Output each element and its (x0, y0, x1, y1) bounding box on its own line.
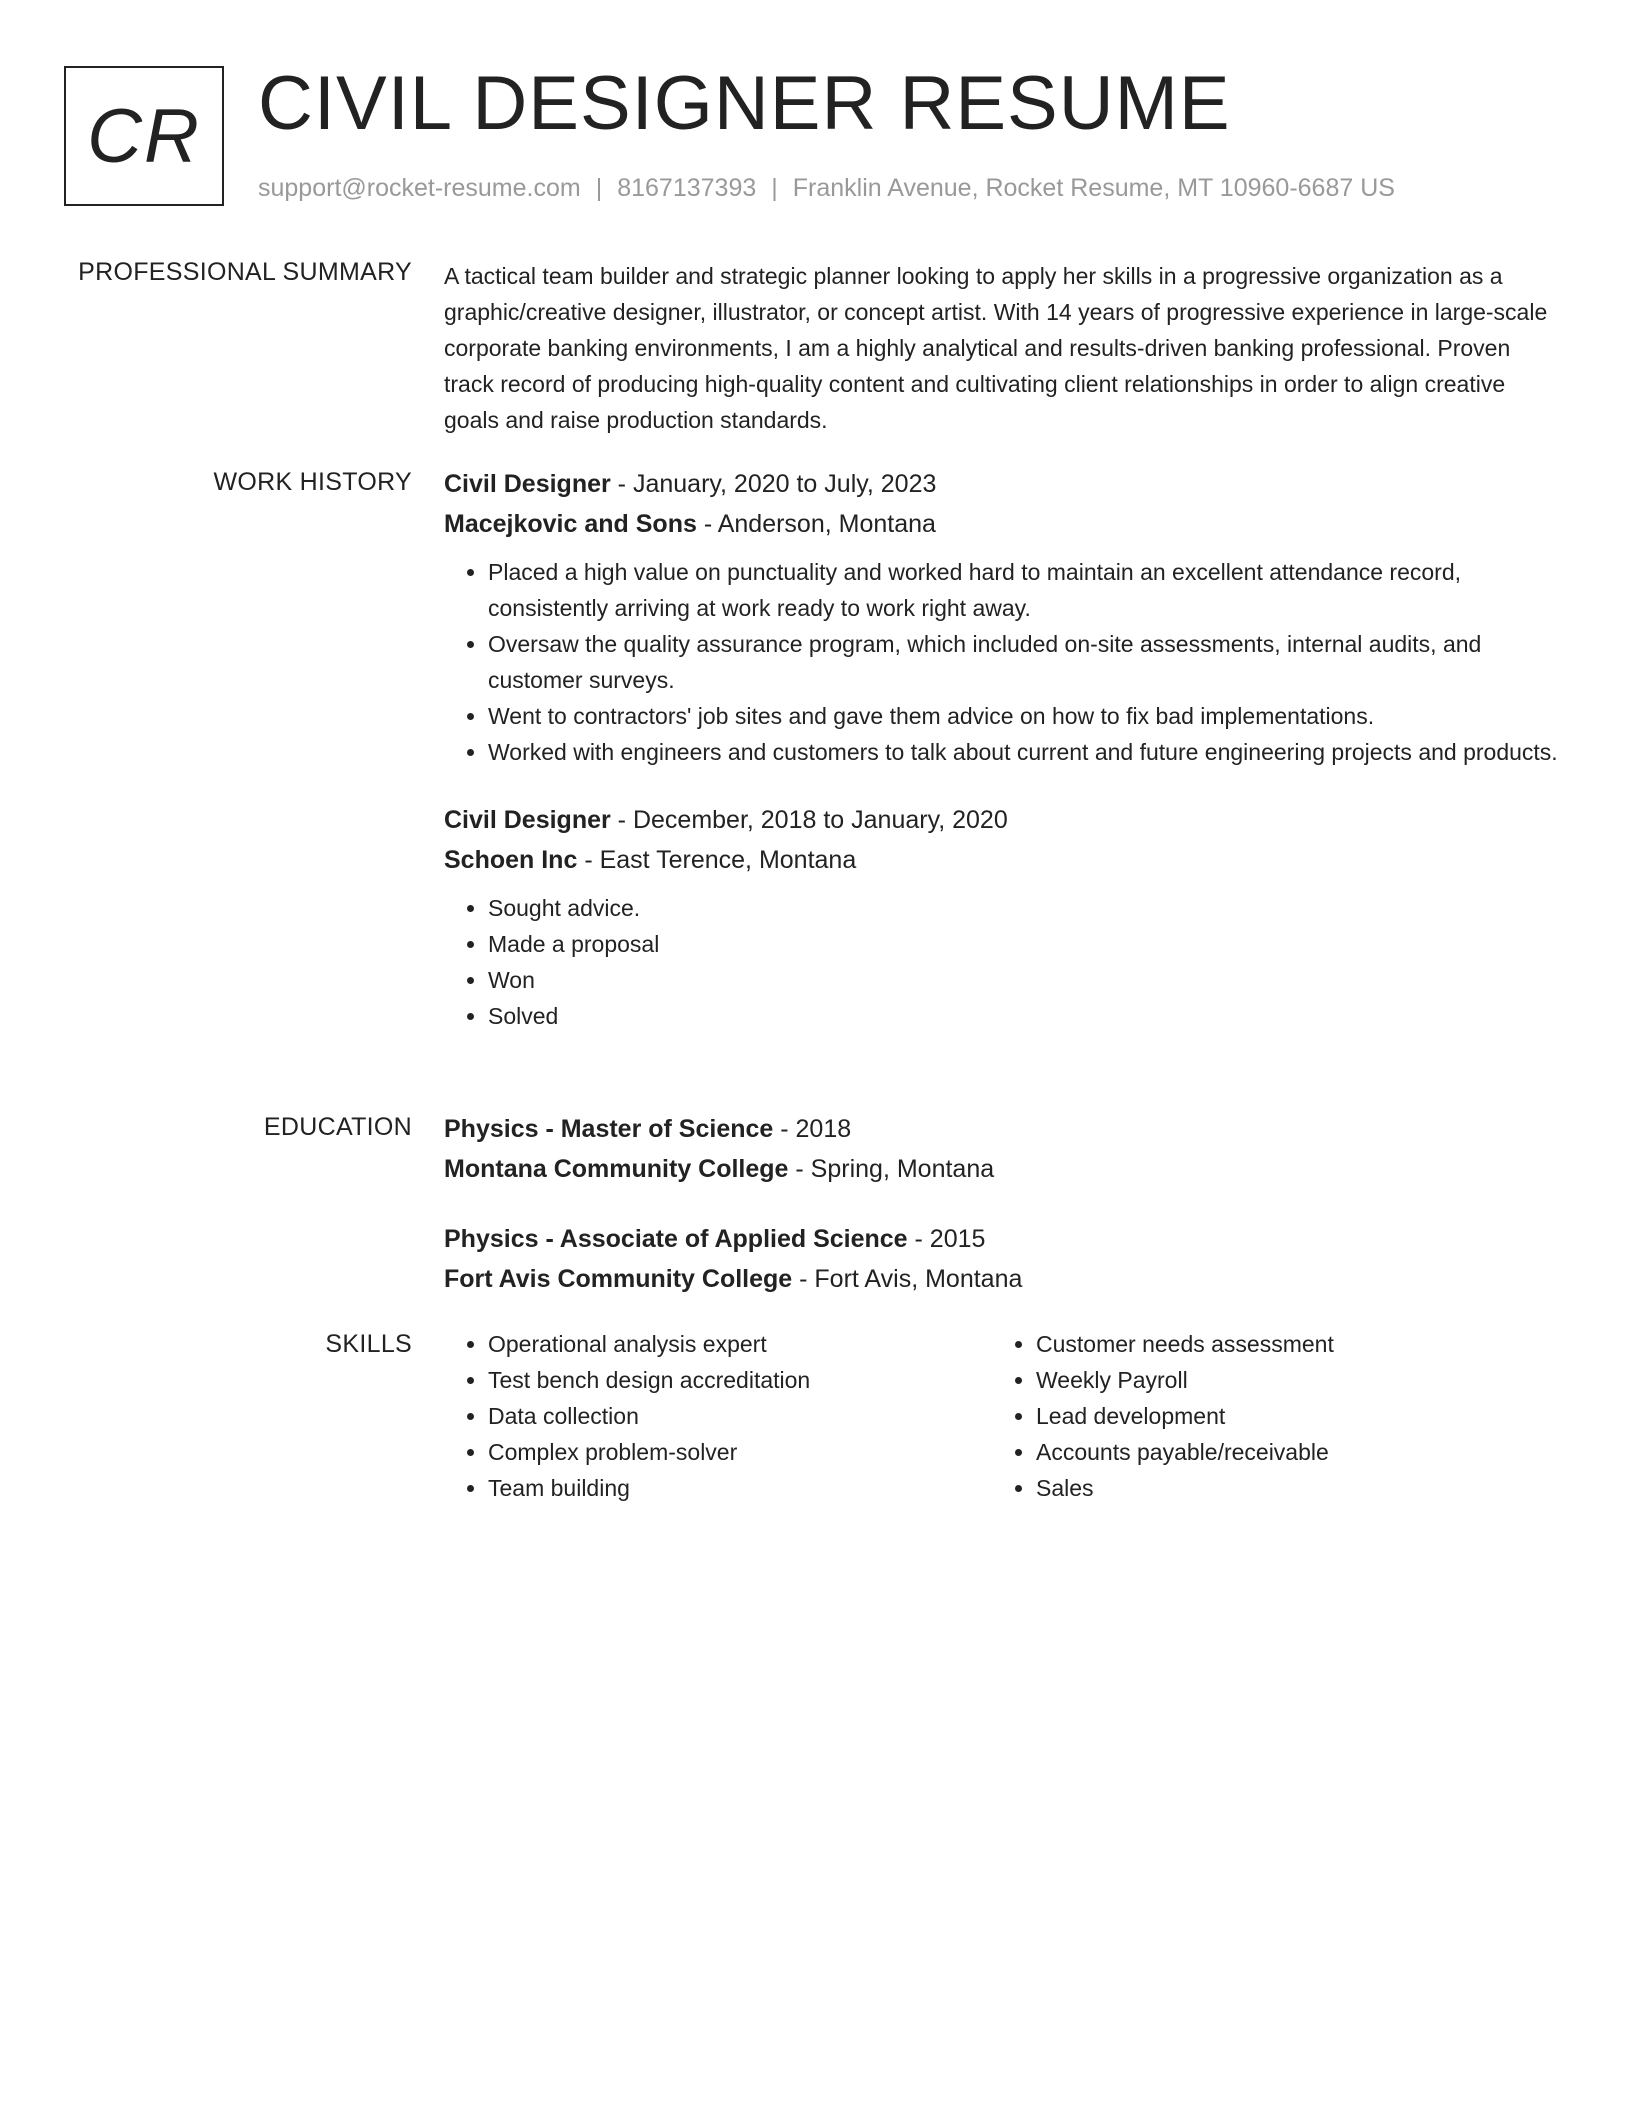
job-entry (444, 800, 1564, 1034)
skills-list-right (992, 1326, 1540, 1506)
monogram-initials: CR (87, 93, 201, 179)
job-location: - Anderson, Montana (696, 510, 936, 538)
job-location: - East Terence, Montana (577, 846, 857, 874)
section-label-summary: PROFESSIONAL SUMMARY (78, 258, 412, 286)
job-company: Schoen Inc (444, 846, 578, 874)
contact-separator: | (595, 174, 603, 202)
skills-body (444, 1326, 1564, 1506)
contact-address: Franklin Avenue, Rocket Resume, MT 10960-6687 US (792, 174, 1395, 202)
degree-year: - 2018 (773, 1115, 852, 1143)
list-item: • Operational analysis expert (488, 1326, 992, 1362)
contact-separator: | (771, 174, 778, 202)
list-item: • Sales (1036, 1470, 1540, 1506)
school-location: - Spring, Montana (788, 1155, 995, 1183)
degree-name: Physics - Master of Science (444, 1115, 774, 1143)
resume-title: CIVIL DESIGNER RESUME (258, 61, 1231, 146)
work-history-body (444, 464, 1564, 1034)
list-item: • Data collection (488, 1398, 992, 1434)
list-item: • Won (488, 962, 1564, 998)
list-item: • Oversaw the quality assurance program, which included on-site assessments, internal audits, and customer surveys. (488, 626, 1564, 698)
job-dates: - December, 2018 to January, 2020 (610, 806, 1008, 834)
summary-text: A tactical team builder and strategic planner looking to apply her skills in a progressive organization as a graphic/creative designer, illustrator, or concept artist. With 14 years of progressive experience in large-scale corporate banking environments, I am a highly analytical and results-driven banking professional. Proven track record of producing high-quality content and cultivating client relationships in order to align creative goals and raise production standards. (444, 263, 1548, 433)
contact-line (258, 174, 1395, 203)
skills-list-left (444, 1326, 992, 1506)
list-item: • Lead development (1036, 1398, 1540, 1434)
school-name: Fort Avis Community College (444, 1265, 793, 1293)
list-item: • Solved (488, 998, 1564, 1034)
list-item: • Complex problem-solver (488, 1434, 992, 1470)
list-item: • Went to contractors' job sites and gave them advice on how to fix bad implementations. (488, 698, 1564, 734)
list-item: • Worked with engineers and customers to talk about current and future engineering projects and products. (488, 734, 1564, 770)
school-line (444, 1259, 1564, 1299)
resume-header (64, 61, 1584, 210)
list-item: • Accounts payable/receivable (1036, 1434, 1540, 1470)
degree-year: - 2015 (907, 1225, 986, 1253)
job-title-line (444, 464, 1564, 504)
job-title-line (444, 800, 1564, 840)
section-label-education: EDUCATION (263, 1113, 412, 1141)
job-entry (444, 464, 1564, 770)
list-item: • Placed a high value on punctuality and worked hard to maintain an excellent attendance record, consistently arriving at work ready to work right away. (488, 554, 1564, 626)
degree-line (444, 1219, 1564, 1259)
school-line (444, 1149, 1564, 1189)
contact-phone: 8167137393 (617, 174, 757, 202)
degree-name: Physics - Associate of Applied Science (444, 1225, 908, 1253)
section-label-skills: SKILLS (325, 1330, 412, 1358)
list-item: • Made a proposal (488, 926, 1564, 962)
list-item: • Test bench design accreditation (488, 1362, 992, 1398)
summary-body (444, 258, 1564, 438)
job-bullets (444, 554, 1564, 770)
school-name: Montana Community College (444, 1155, 789, 1183)
list-item: • Customer needs assessment (1036, 1326, 1540, 1362)
education-entry (444, 1109, 1564, 1189)
list-item: • Weekly Payroll (1036, 1362, 1540, 1398)
section-label-work-history: WORK HISTORY (213, 468, 412, 496)
skills-columns (444, 1326, 1564, 1506)
education-entry (444, 1219, 1564, 1299)
list-item: • Team building (488, 1470, 992, 1506)
contact-email: support@rocket-resume.com (258, 174, 581, 202)
job-company-line (444, 840, 1564, 880)
degree-line (444, 1109, 1564, 1149)
monogram-box (64, 66, 224, 206)
education-body (444, 1109, 1564, 1299)
job-dates: - January, 2020 to July, 2023 (610, 470, 937, 498)
job-company-line (444, 504, 1564, 544)
job-company: Macejkovic and Sons (444, 510, 697, 538)
list-item: • Sought advice. (488, 890, 1564, 926)
job-bullets (444, 890, 1564, 1034)
job-title: Civil Designer (444, 806, 611, 834)
school-location: - Fort Avis, Montana (792, 1265, 1023, 1293)
job-title: Civil Designer (444, 470, 611, 498)
